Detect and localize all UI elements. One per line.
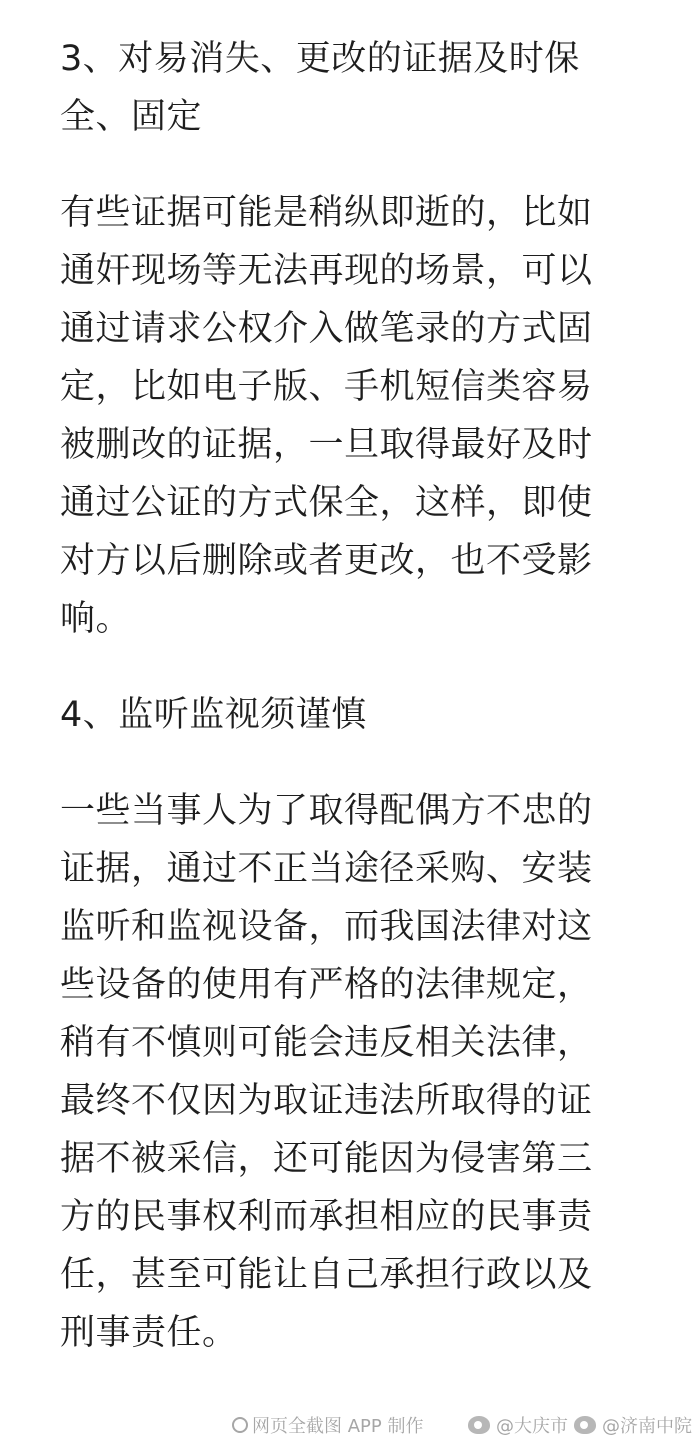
watermark-source-text: @大庆市 bbox=[496, 1416, 568, 1437]
paragraph-line: 被删改的证据，一旦取得最好及时 bbox=[60, 425, 593, 465]
paragraph-line: 通过请求公权介入做笔录的方式固 bbox=[60, 309, 593, 349]
paragraph-line: 对方以后删除或者更改，也不受影 bbox=[60, 541, 593, 581]
paragraph-line: 有些证据可能是稍纵即逝的，比如 bbox=[60, 193, 593, 233]
paragraph-gap bbox=[60, 744, 650, 782]
paragraph-line: 刑事责任。 bbox=[60, 1313, 238, 1353]
paragraph-line: 任，甚至可能让自己承担行政以及 bbox=[60, 1255, 593, 1295]
paragraph-line: 响。 bbox=[60, 599, 132, 639]
copyright-circle-icon bbox=[232, 1417, 248, 1433]
paragraph-line: 据不被采信，还可能因为侵害第三 bbox=[60, 1139, 593, 1179]
weibo-icon bbox=[468, 1416, 490, 1434]
paragraph-line: 通过公证的方式保全，这样，即使 bbox=[60, 483, 593, 523]
section-heading-line: 3、对易消失、更改的证据及时保 bbox=[60, 39, 580, 79]
section-heading-line: 全、固定 bbox=[60, 97, 203, 137]
paragraph-line: 最终不仅因为取证违法所取得的证 bbox=[60, 1081, 593, 1121]
watermark-bar bbox=[232, 1408, 692, 1442]
section-4 bbox=[60, 686, 650, 1362]
paragraph-line: 稍有不慎则可能会违反相关法律， bbox=[60, 1023, 593, 1063]
watermark-app-text: 网页全截图 APP 制作 bbox=[252, 1416, 424, 1437]
watermark-source-text-2: @济南中院 bbox=[602, 1416, 692, 1437]
watermark-right bbox=[468, 1412, 692, 1438]
paragraph-gap bbox=[60, 146, 650, 184]
paragraph-line: 方的民事权利而承担相应的民事责 bbox=[60, 1197, 593, 1237]
section-gap bbox=[60, 648, 650, 686]
watermark-left bbox=[232, 1412, 423, 1438]
paragraph-line: 监听和监视设备，而我国法律对这 bbox=[60, 907, 593, 947]
paragraph-line: 一些当事人为了取得配偶方不忠的 bbox=[60, 791, 593, 831]
paragraph-line: 证据，通过不正当途径采购、安装 bbox=[60, 849, 593, 889]
section-3 bbox=[60, 30, 650, 648]
article-body bbox=[60, 30, 650, 1362]
paragraph-line: 定，比如电子版、手机短信类容易 bbox=[60, 367, 593, 407]
paragraph-line: 通奸现场等无法再现的场景，可以 bbox=[60, 251, 593, 291]
paragraph-line: 些设备的使用有严格的法律规定， bbox=[60, 965, 593, 1005]
section-heading-line: 4、监听监视须谨慎 bbox=[60, 695, 367, 735]
weibo-icon bbox=[574, 1416, 596, 1434]
